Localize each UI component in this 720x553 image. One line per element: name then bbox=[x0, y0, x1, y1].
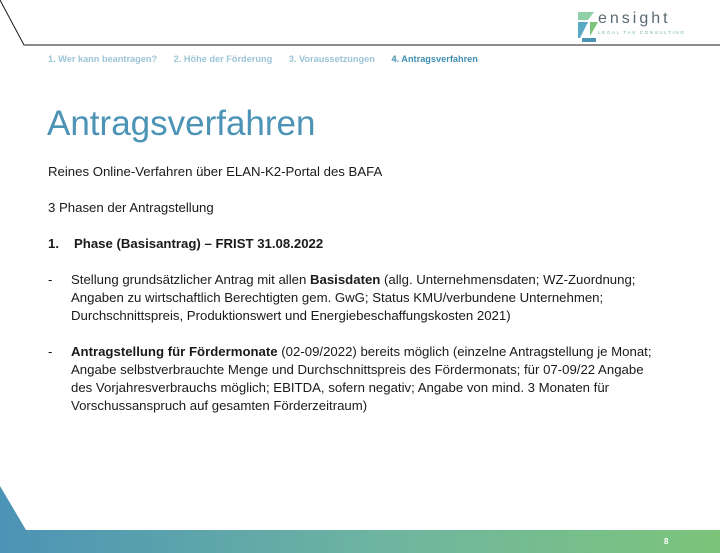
slide-body bbox=[48, 163, 668, 415]
bullet-1-text: Stellung grundsätzlicher Antrag mit allen Basisdaten (allg. Unternehmensdaten; WZ-Zuordnung; Angaben zu wirtschaftlich Berechtigten gem. GwG; Status KMU/verbundene Unternehmen; Durchschnittspreis, Produktionswert und Energiebeschaffungskosten 2021) bbox=[71, 272, 636, 323]
page-number: 8 bbox=[664, 537, 669, 546]
footer-gradient-band bbox=[0, 482, 720, 553]
phase-1-text: Phase (Basisantrag) – FRIST 31.08.2022 bbox=[74, 236, 324, 251]
intro-text: Reines Online-Verfahren über ELAN-K2-Portal des BAFA bbox=[48, 164, 383, 179]
phase-1-heading bbox=[48, 235, 668, 253]
bullet-dash: - bbox=[48, 344, 53, 359]
bullet-basisdaten bbox=[48, 271, 668, 325]
section-nav bbox=[48, 54, 492, 64]
bullet-foerdermonate bbox=[48, 343, 668, 415]
nav-item-antragsverfahren[interactable]: 4. Antragsverfahren bbox=[391, 54, 478, 64]
nav-item-voraussetzungen[interactable]: 3. Voraussetzungen bbox=[288, 54, 375, 64]
bullet-dash: - bbox=[48, 272, 53, 287]
page-title: Antragsverfahren bbox=[47, 104, 316, 143]
nav-item-hoehe-der-foerderung[interactable]: 2. Höhe der Förderung bbox=[173, 54, 273, 64]
phase-1-number: 1. bbox=[48, 236, 59, 251]
phases-text: 3 Phasen der Antragstellung bbox=[48, 200, 214, 215]
logo-wordmark: ensight bbox=[598, 10, 671, 27]
logo-tagline: LEGAL TAX CONSULTING bbox=[598, 30, 686, 35]
bullet-2-text: Antragstellung für Fördermonate (02-09/2022) bereits möglich (einzelne Antragstellung je Monat; Angabe selbstverbrauchte Menge und Durchschnittspreis des Fördermonats; für 07-09/22 Angabe des Vorjahresverbrauchs möglich; EBITDA, sofern negativ; Angabe von mind. 3 Monaten für Vorschussanspruch auf gesamten Förderzeitraum) bbox=[71, 344, 652, 413]
nav-item-wer-kann-beantragen[interactable]: 1. Wer kann beantragen? bbox=[48, 54, 158, 64]
